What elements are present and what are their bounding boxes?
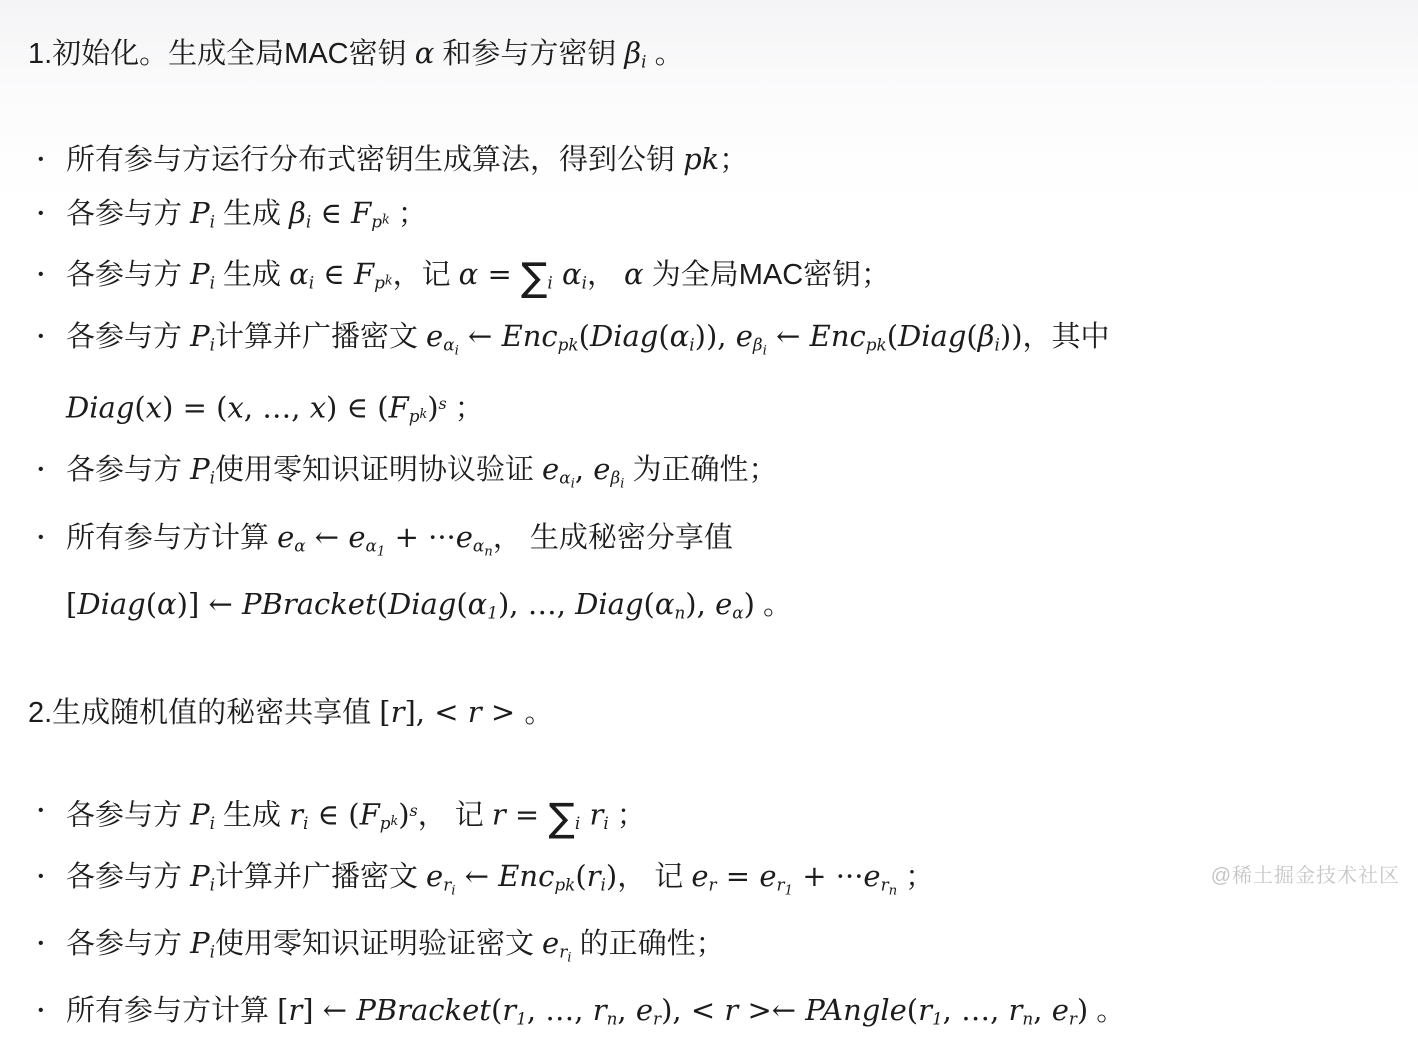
math-segment: e (863, 858, 881, 893)
subscript-segment: i (209, 334, 215, 355)
math-symbol-segment: ∈ (314, 257, 354, 292)
math-symbol-segment: ( (658, 319, 670, 354)
text-segment: 为全局MAC密钥； (643, 259, 891, 292)
math-symbol-segment (553, 257, 562, 291)
math-segment: r (918, 993, 932, 1028)
content-line (66, 248, 1418, 310)
math-segment: e (542, 925, 560, 960)
math-segment: Enc (809, 319, 866, 354)
text-segment: ， 记 (617, 860, 692, 893)
math-symbol-segment: [ (66, 586, 78, 621)
math-symbol-segment: ← (766, 319, 810, 354)
sub-subscript-segment: i (567, 950, 572, 966)
math-symbol-segment: ( (906, 993, 919, 1028)
text-segment: 所有参与方运行分布式密钥生成算法，得到公钥 (66, 143, 684, 176)
math-segment: r (724, 993, 739, 1028)
text-segment: ； (389, 197, 427, 230)
subscript-segment: i (603, 812, 609, 833)
superscript-segment: s (438, 394, 447, 414)
math-symbol-segment: ) (427, 390, 439, 425)
math-segment: Enc (498, 858, 555, 893)
content-line (66, 578, 1418, 640)
math-segment: α (654, 586, 675, 621)
math-segment: β (289, 195, 306, 230)
math-symbol-segment: + ··· (793, 858, 864, 893)
math-segment: α (157, 586, 177, 621)
text-segment: 所有参与方计算 (66, 521, 278, 554)
math-segment: Diag (898, 319, 967, 354)
math-symbol-segment: [ (379, 694, 391, 729)
subscript-segment: r (559, 941, 568, 962)
bullet-dot-icon: • (38, 867, 44, 885)
math-symbol-segment: [ (277, 993, 289, 1028)
math-symbol-segment: ) (605, 858, 618, 893)
math-segment: e (635, 993, 654, 1028)
math-symbol-segment: ] ← (302, 993, 357, 1028)
subscript-segment: n (606, 1008, 618, 1029)
sub-subscript-segment: 1 (784, 882, 794, 898)
text-segment: ， (586, 259, 625, 292)
sub-subscript-segment: i (620, 476, 625, 492)
sub-subscript-segment: n (484, 543, 493, 559)
math-segment: x (145, 390, 163, 425)
summation-icon: ∑ (548, 795, 575, 841)
math-symbol-segment: ) (398, 796, 410, 831)
sub-subscript-segment: 1 (376, 543, 386, 559)
subscript-segment: α (732, 602, 744, 623)
math-segment: Diag (589, 319, 659, 354)
subscript-segment: 1 (516, 1008, 527, 1029)
bullet-list (28, 784, 1418, 1046)
math-symbol-segment: = (505, 796, 549, 831)
math-symbol-segment: = (478, 257, 522, 292)
math-segment: P (190, 925, 210, 960)
bullet-item (28, 850, 1418, 917)
bullet-body (66, 443, 1418, 510)
subscript-segment: i (600, 874, 606, 895)
sub-superscript-segment: k (390, 813, 399, 829)
section-heading (28, 686, 1418, 740)
subscript-segment: α (472, 535, 485, 556)
math-symbol-segment: , …, (942, 993, 1009, 1028)
subscript-segment: 1 (487, 602, 498, 623)
math-segment: Diag (387, 586, 457, 621)
math-segment: α (669, 319, 690, 354)
math-segment: e (691, 858, 709, 893)
content-line (66, 310, 1418, 377)
math-symbol-segment: , (1033, 993, 1052, 1028)
subscript-segment: r (708, 874, 717, 895)
text-segment: 2.生成随机值的秘密共享值 (28, 696, 380, 729)
text-segment: 各参与方 (66, 798, 191, 831)
subscript-segment: r (653, 1008, 662, 1029)
content-line (66, 917, 1418, 984)
content-line (66, 187, 1418, 249)
math-symbol-segment: ( (575, 858, 587, 893)
subscript-segment: i (209, 874, 215, 895)
text-segment: 生成 (214, 259, 290, 292)
math-segment: r (502, 993, 517, 1028)
subscript-segment: 1 (931, 1008, 943, 1029)
subscript-segment: r (880, 874, 889, 895)
bullet-dot-icon: • (38, 801, 44, 819)
text-segment: 为正确性； (624, 454, 778, 487)
subscript-segment: r (1068, 1008, 1077, 1029)
math-segment: e (348, 519, 366, 554)
text-segment: 各参与方 (66, 259, 191, 292)
math-symbol-segment: ), (685, 586, 716, 621)
text-segment: 各参与方 (66, 197, 191, 230)
math-symbol-segment: ) (1076, 993, 1089, 1028)
math-segment: α (467, 586, 488, 621)
math-segment: r (288, 993, 303, 1028)
bullet-list (28, 133, 1418, 640)
subscript-segment: i (581, 273, 587, 294)
bullet-dot-icon: • (38, 528, 44, 546)
subscript-segment: i (994, 334, 1000, 355)
text-segment: 所有参与方计算 (66, 995, 278, 1028)
text-segment: 各参与方 (66, 927, 191, 960)
math-segment: e (759, 858, 777, 893)
subscript-segment: p (374, 273, 385, 294)
sub-subscript-segment: i (762, 343, 767, 359)
bullet-item (28, 784, 1418, 850)
math-symbol-segment: ( (145, 586, 158, 621)
content-line (66, 511, 1418, 578)
bullet-item (28, 917, 1418, 984)
subscript-segment: i (305, 211, 312, 232)
subscript-segment: pk (865, 334, 887, 355)
text-segment: ，记 (392, 259, 459, 292)
text-segment: 各参与方 (66, 860, 191, 893)
text-segment: 使用零知识证明协议验证 (214, 454, 543, 487)
math-segment: r (592, 993, 607, 1028)
subscript-segment: i (209, 211, 215, 232)
math-symbol-segment: , (617, 993, 636, 1028)
sub-subscript-segment: n (888, 882, 898, 898)
text-segment: ； (608, 798, 646, 831)
math-symbol-segment: , (574, 452, 594, 487)
bullet-dot-icon: • (38, 934, 44, 952)
math-segment: Diag (66, 390, 135, 425)
subscript-segment: β (610, 468, 621, 489)
subscript-segment: p (408, 406, 420, 427)
bullet-dot-icon: • (38, 1002, 44, 1020)
text-segment: 。 (1088, 995, 1126, 1028)
math-segment: e (593, 452, 611, 487)
text-segment: 计算并广播密文 (214, 860, 427, 893)
summation-icon: ∑ (521, 256, 548, 302)
text-segment: 和参与方密钥 (434, 38, 625, 70)
text-segment: ； (897, 860, 935, 893)
content-line (66, 377, 1418, 443)
math-segment: r (491, 796, 506, 831)
math-segment: Diag (77, 586, 146, 621)
text-segment: 生成 (214, 798, 290, 831)
math-symbol-segment: > (481, 694, 525, 729)
bullet-body (66, 248, 1418, 310)
bullet-dot-icon: • (38, 204, 44, 222)
math-symbol-segment: )) (999, 319, 1023, 354)
subscript-segment: n (1022, 1008, 1034, 1029)
text-segment: 。 (754, 588, 792, 621)
subscript-segment: i (547, 273, 553, 294)
bullet-body (66, 511, 1418, 640)
math-symbol-segment: ), < (661, 993, 725, 1028)
subscript-segment: i (641, 51, 647, 72)
text-segment: 1.初始化。生成全局MAC密钥 (28, 38, 415, 70)
bullet-item (28, 248, 1418, 310)
subscript-segment: i (209, 468, 215, 489)
text-segment: ； (719, 143, 749, 176)
content-line (66, 850, 1418, 917)
math-symbol-segment: >← (738, 993, 806, 1028)
subscript-segment: p (379, 812, 391, 833)
bullet-item (28, 511, 1418, 640)
sub-superscript-segment: k (384, 273, 393, 289)
math-symbol-segment: ← (305, 519, 349, 554)
math-symbol-segment: ( (490, 993, 503, 1028)
subscript-segment: i (209, 941, 215, 962)
math-segment: P (190, 257, 210, 292)
math-segment: x (227, 390, 244, 425)
math-segment: e (426, 858, 444, 893)
subscript-segment: i (689, 334, 695, 355)
math-segment: r (390, 694, 405, 729)
sub-subscript-segment: i (451, 882, 456, 898)
sub-superscript-segment: k (419, 407, 428, 423)
math-symbol-segment: , …, (526, 993, 593, 1028)
subscript-segment: r (776, 874, 785, 895)
subscript-segment: n (674, 602, 686, 623)
math-segment: P (190, 452, 210, 487)
math-symbol-segment: ( (134, 390, 146, 425)
math-symbol-segment: ], < (404, 694, 468, 729)
math-symbol-segment: ) = ( (162, 390, 228, 425)
subscript-segment: i (209, 812, 215, 833)
math-symbol-segment: ), …, (497, 586, 576, 621)
math-symbol-segment: + ··· (385, 519, 456, 554)
math-symbol-segment: )), (694, 319, 736, 354)
text-segment: 。 (524, 696, 554, 729)
subscript-segment: i (308, 273, 315, 294)
subscript-segment: i (209, 273, 215, 294)
math-segment: e (1051, 993, 1069, 1028)
bullet-dot-icon: • (38, 461, 44, 479)
text-segment: ， 生成秘密分享值 (492, 521, 733, 554)
subscript-segment: α (365, 535, 377, 556)
subscript-segment: pk (554, 874, 576, 895)
text-segment: 使用零知识证明验证密文 (214, 927, 543, 960)
math-segment: α (414, 36, 435, 70)
bullet-item (28, 443, 1418, 510)
bullet-body (66, 784, 1418, 850)
sub-superscript-segment: k (382, 212, 390, 228)
section-heading (28, 27, 1418, 89)
bullet-dot-icon: • (38, 150, 44, 168)
math-segment: r (1008, 993, 1023, 1028)
math-symbol-segment: ( (578, 319, 590, 354)
math-segment: β (977, 319, 995, 354)
math-segment: r (586, 858, 601, 893)
content-line (66, 443, 1418, 510)
math-symbol-segment: ← (455, 858, 499, 893)
math-symbol-segment: ( (456, 586, 468, 621)
math-segment: PBracket (356, 993, 491, 1028)
bullet-dot-icon: • (38, 328, 44, 346)
text-segment: 计算并广播密文 (214, 321, 427, 354)
subscript-segment: r (443, 874, 452, 895)
math-segment: PBracket (242, 586, 377, 621)
math-segment: e (277, 519, 295, 554)
math-symbol-segment: ( (376, 586, 388, 621)
math-segment: r (467, 694, 482, 729)
math-symbol-segment: )] ← (176, 586, 243, 621)
math-segment: PAngle (805, 993, 907, 1028)
math-symbol-segment: ∈ ( (308, 796, 360, 831)
math-segment: x (309, 390, 327, 425)
math-segment: β (624, 36, 642, 70)
content-line (28, 686, 1418, 740)
sub-subscript-segment: i (570, 476, 575, 492)
bullet-item (28, 310, 1418, 443)
math-segment: Enc (501, 319, 558, 354)
content-line (28, 27, 1418, 89)
text-segment: 各参与方 (66, 454, 191, 487)
math-segment: P (190, 195, 210, 230)
math-segment: α (562, 257, 582, 292)
math-segment: α (624, 257, 644, 292)
math-segment: e (715, 586, 733, 621)
content-line (66, 984, 1418, 1046)
bullet-body (66, 917, 1418, 984)
math-segment: r (589, 796, 604, 831)
bullet-item (28, 984, 1418, 1046)
math-segment: F (351, 195, 372, 230)
superscript-segment: s (409, 800, 418, 820)
math-segment: α (289, 257, 309, 292)
text-segment: ，其中 (1022, 321, 1110, 354)
text-segment: 。 (646, 38, 684, 70)
text-segment: ， 记 (417, 798, 492, 831)
math-segment: Diag (575, 586, 644, 621)
subscript-segment: i (302, 812, 309, 833)
math-segment: P (190, 796, 210, 831)
subscript-segment: β (752, 334, 763, 355)
text-segment: ； (446, 392, 484, 425)
math-segment: e (735, 319, 753, 354)
subscript-segment: α (294, 535, 306, 556)
subscript-segment: pk (557, 334, 579, 355)
math-symbol-segment: ← (458, 319, 502, 354)
bullet-body (66, 310, 1418, 443)
math-segment: pk (683, 141, 720, 176)
math-segment: F (388, 390, 409, 425)
bullet-body (66, 850, 1418, 917)
math-segment: P (190, 319, 210, 354)
subscript-segment: p (371, 211, 383, 232)
math-symbol-segment: ( (966, 319, 978, 354)
subscript-segment: i (574, 812, 581, 833)
math-symbol-segment: = (716, 858, 760, 893)
math-segment: α (458, 257, 479, 292)
text-segment: 的正确性； (571, 927, 725, 960)
text-segment: 各参与方 (66, 321, 191, 354)
sub-subscript-segment: i (454, 343, 459, 359)
subscript-segment: α (443, 334, 455, 355)
math-segment: F (353, 257, 375, 292)
content-line (66, 133, 1418, 187)
bullet-dot-icon: • (38, 266, 44, 284)
watermark: @稀土掘金技术社区 (1210, 865, 1400, 887)
bullet-body (66, 984, 1418, 1046)
math-symbol-segment: ∈ (311, 195, 352, 230)
math-symbol-segment: ( (643, 586, 655, 621)
math-segment: e (542, 452, 560, 487)
bullet-item (28, 187, 1418, 249)
bullet-item (28, 133, 1418, 187)
math-segment: e (426, 319, 444, 354)
math-symbol-segment: , …, (243, 390, 310, 425)
math-symbol-segment: ) ∈ ( (326, 390, 389, 425)
subscript-segment: α (559, 468, 571, 489)
bullet-body (66, 187, 1418, 249)
math-symbol-segment: ( (886, 319, 899, 354)
math-symbol-segment: ) (743, 586, 755, 621)
math-segment: e (455, 519, 473, 554)
math-segment: F (359, 796, 380, 831)
bullet-body (66, 133, 1418, 187)
text-segment: 生成 (214, 197, 290, 230)
math-segment: P (190, 858, 210, 893)
math-segment: r (289, 796, 303, 831)
content-line (66, 784, 1418, 850)
